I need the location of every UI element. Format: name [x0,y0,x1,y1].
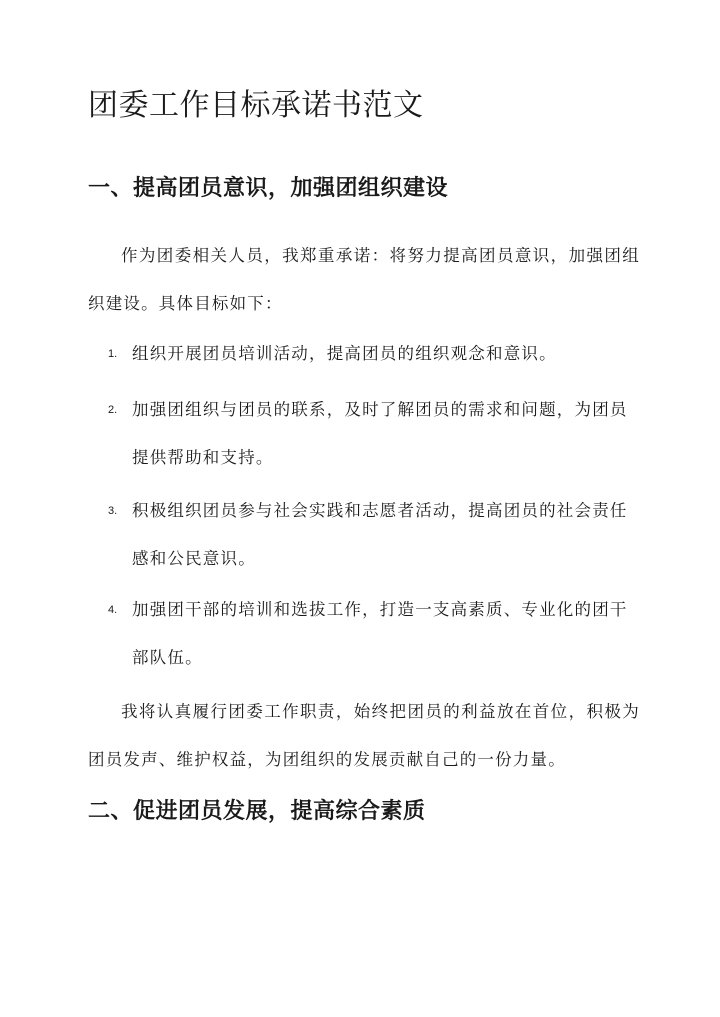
list-item-text: 组织开展团员培训活动，提高团员的组织观念和意识。 [132,344,557,363]
section-1-intro-paragraph: 作为团委相关人员，我郑重承诺：将努力提高团员意识，加强团组织建设。具体目标如下： [88,246,640,313]
list-item-text: 加强团干部的培训和选拔工作，打造一支高素质、专业化的团干部队伍。 [132,600,628,667]
list-item [108,330,628,378]
list-item-text: 加强团组织与团员的联系，及时了解团员的需求和问题，为团员提供帮助和支持。 [132,400,628,467]
list-item-number: 2. [108,404,118,416]
list-item-text: 积极组织团员参与社会实践和志愿者活动，提高团员的社会责任感和公民意识。 [132,501,628,568]
list-item [108,586,628,682]
list-item [108,386,628,482]
list-item-number: 3. [108,505,118,517]
list-item [108,487,628,583]
document-title: 团委工作目标承诺书范文 [88,88,424,123]
section-1-closing-paragraph: 我将认真履行团委工作职责，始终把团员的利益放在首位，积极为团员发声、维护权益，为团组织的发展贡献自己的一份力量。 [88,702,640,769]
list-item-number: 1. [108,348,118,360]
section-heading-2: 二、促进团员发展，提高综合素质 [88,798,426,824]
list-item-number: 4. [108,604,118,616]
section-heading-1: 一、提高团员意识，加强团组织建设 [88,175,449,201]
